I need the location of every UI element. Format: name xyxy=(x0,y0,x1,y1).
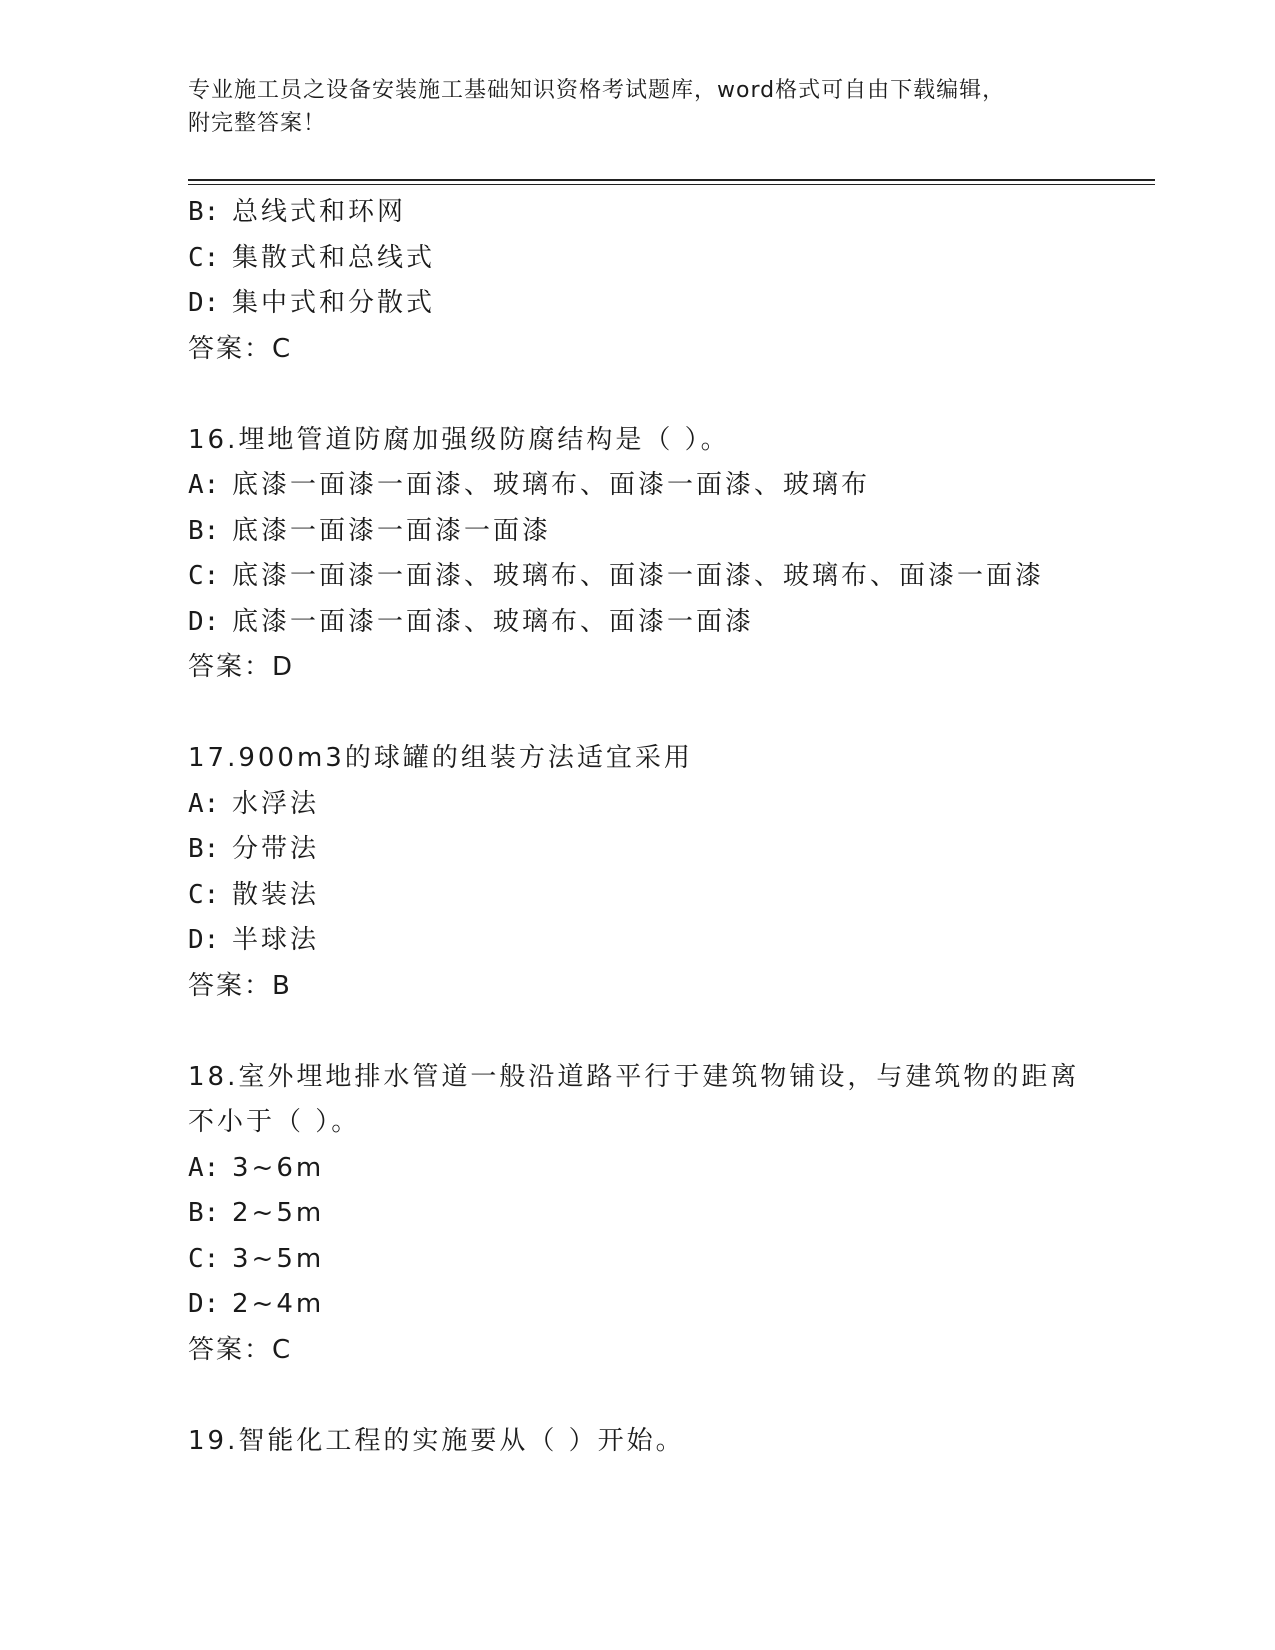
header-line-1: 专业施工员之设备安装施工基础知识资格考试题库，word格式可自由下载编辑， xyxy=(188,78,1006,103)
spacer xyxy=(188,1009,1138,1055)
q18-option-a xyxy=(188,1146,1138,1192)
header-divider xyxy=(188,179,1155,185)
option-text: 分带法 xyxy=(232,834,320,864)
option-text: 2~5m xyxy=(232,1198,325,1228)
q15-option-c xyxy=(188,236,1138,282)
option-label: C: xyxy=(188,879,220,910)
option-label: B: xyxy=(188,197,220,227)
document-header xyxy=(188,74,1088,140)
option-label: C: xyxy=(188,242,220,273)
q15-option-b xyxy=(188,190,1138,236)
q17-option-c xyxy=(188,873,1138,919)
option-text: 总线式和环网 xyxy=(232,197,407,227)
q18-option-c xyxy=(188,1237,1138,1283)
option-label: D: xyxy=(188,606,220,637)
spacer xyxy=(188,691,1138,737)
option-text: 底漆一面漆一面漆、玻璃布、面漆一面漆、玻璃布、面漆一面漆 xyxy=(232,561,1045,591)
option-label: D: xyxy=(188,1289,220,1319)
option-label: C: xyxy=(188,1243,220,1274)
option-text: 集中式和分散式 xyxy=(232,288,436,318)
option-text: 散装法 xyxy=(232,879,320,910)
option-label: A: xyxy=(188,1152,220,1183)
option-label: A: xyxy=(188,788,220,819)
option-label: C: xyxy=(188,561,220,591)
q16-option-d xyxy=(188,600,1138,646)
q17-option-a xyxy=(188,782,1138,828)
q16-answer: 答案：D xyxy=(188,652,295,682)
q17-option-b xyxy=(188,827,1138,873)
q19-question: 19.智能化工程的实施要从（ ）开始。 xyxy=(188,1425,685,1456)
option-text: 2~4m xyxy=(232,1289,325,1319)
option-label: D: xyxy=(188,925,220,955)
q15-option-d xyxy=(188,281,1138,327)
question-list xyxy=(188,190,1138,1464)
spacer xyxy=(188,1373,1138,1419)
option-text: 底漆一面漆一面漆、玻璃布、面漆一面漆 xyxy=(232,606,755,637)
q18-option-b xyxy=(188,1191,1138,1237)
spacer xyxy=(188,372,1138,418)
q18-question-line-1: 18.室外埋地排水管道一般沿道路平行于建筑物铺设，与建筑物的距离 xyxy=(188,1061,1080,1092)
option-label: D: xyxy=(188,288,220,318)
option-text: 3~5m xyxy=(232,1243,325,1274)
q18-question-line-2: 不小于（ ）。 xyxy=(188,1107,361,1137)
q15-answer: 答案：C xyxy=(188,333,293,364)
option-label: A: xyxy=(188,470,220,500)
q18-answer: 答案：C xyxy=(188,1334,293,1365)
q16-option-b xyxy=(188,509,1138,555)
option-text: 3~6m xyxy=(232,1152,325,1183)
q16-option-a xyxy=(188,463,1138,509)
option-text: 集散式和总线式 xyxy=(232,242,436,273)
q17-option-d xyxy=(188,918,1138,964)
q16-option-c xyxy=(188,554,1138,600)
option-label: B: xyxy=(188,1198,220,1228)
q17-answer: 答案：B xyxy=(188,970,292,1001)
option-label: B: xyxy=(188,834,220,864)
option-text: 水浮法 xyxy=(232,788,320,819)
option-text: 半球法 xyxy=(232,925,320,955)
q18-option-d xyxy=(188,1282,1138,1328)
q17-question: 17.900m3的球罐的组装方法适宜采用 xyxy=(188,743,693,773)
option-text: 底漆一面漆一面漆、玻璃布、面漆一面漆、玻璃布 xyxy=(232,470,871,500)
option-label: B: xyxy=(188,515,220,546)
q16-question: 16.埋地管道防腐加强级防腐结构是（ ）。 xyxy=(188,424,730,455)
option-text: 底漆一面漆一面漆一面漆 xyxy=(232,515,552,546)
header-line-2: 附完整答案！ xyxy=(188,111,327,136)
